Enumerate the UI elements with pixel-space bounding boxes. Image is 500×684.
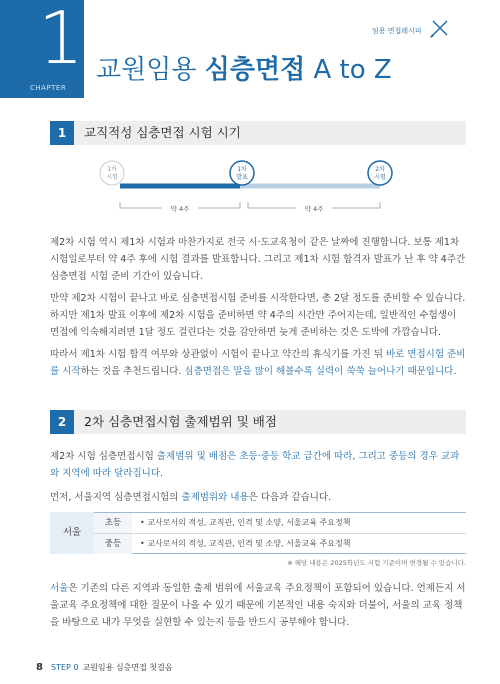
footer-text: 교원임용 심층면접 첫걸음: [82, 663, 173, 672]
timeline-node-3-line1: 2차: [375, 166, 385, 173]
table-note: ※ 해당 내용은 2025학년도 시험 기준이며 변경될 수 있습니다.: [287, 559, 466, 567]
section-2-p3-text: 은 기존의 다른 지역과 동일한 출제 범위에 서울교육 주요정책이 포함되어 있습니다. 언제든지 서울교육 주요정책에 대한 질문이 나올 수 있기 때문에 기본적인 내용 숙지와 더불어, 서울의 교육 정책을 바탕으로 내가 무엇을 실현할 수 있는지 등을 반드시 공부해야 합니다.: [50, 583, 466, 628]
footer-step: STEP 0: [50, 663, 79, 672]
page-footer: [36, 662, 173, 673]
chapter-number: 1: [38, 0, 84, 80]
timeline-node-3: [368, 161, 392, 185]
section-2-title: 2차 심층면접시험 출제범위 및 배점: [84, 414, 277, 429]
title-prefix: 교원임용: [96, 55, 205, 85]
timeline-duration-2: 약 4주: [304, 205, 324, 213]
chapter-label: CHAPTER: [30, 84, 67, 92]
section-1-header: [50, 121, 466, 145]
timeline-node-2: [230, 161, 254, 185]
section-2-p3-blue: 서울: [50, 583, 69, 594]
table-scope-elementary: • 교사로서의 적성, 교직관, 인격 및 소양, 서울교육 주요정책: [140, 518, 351, 527]
exam-timeline: [70, 160, 450, 220]
table-region-cell: 서울: [50, 512, 94, 554]
section-1-paragraph-2: 만약 제2차 시험이 끝나고 바로 심층면접시험 준비를 시작한다면, 총 2달 정도를 준비할 수 있습니다. 하지만 제1차 발표 이후에 제2차 시험을 준비하면 약 4주의 시간만 주어지는데, 일반적인 수험생이 면접에 익숙해지려면 1달 정도 걸린다는 것을 감안하면 늦게 준비하는 것은 도박에 가깝습니다.: [50, 293, 466, 338]
paragraph-3-blue: 바로 면접시험 준비를 시작: [50, 349, 466, 377]
page-number: 8: [36, 662, 43, 673]
paragraph-3-mid: 하는 것을 추천드립니다.: [80, 366, 185, 377]
header-tag: 임용 면접레시피: [372, 27, 422, 35]
section-2-p2-tail: 은 다음과 같습니다.: [248, 492, 332, 503]
pen-ruler-icon: [428, 18, 450, 40]
table-level-secondary: 중등: [94, 534, 132, 554]
timeline-node-1: [100, 161, 124, 185]
timeline-node-3-line2: 시험: [374, 174, 386, 181]
section-2-paragraph-3: [50, 580, 466, 631]
section-1-paragraph-1: 제2차 시험 역시 제1차 시험과 마찬가지로 전국 시·도교육청이 같은 날짜에 진행합니다. 보통 제1차 시험일로부터 약 4주 후에 시험 결과를 발표합니다. 그리고 제1차 시험 합격자 발표가 난 후 약 4주간 심층면접 시험 준비 기간이 있습니다.: [50, 237, 466, 282]
section-1-number: 1: [50, 121, 74, 145]
table-scope-secondary: • 교사로서의 적성, 교직관, 인격 및 소양, 서울교육 주요정책: [140, 539, 351, 548]
timeline-node-2-line1: 1차: [237, 166, 247, 173]
page-title: [96, 54, 392, 86]
timeline-node-1-line2: 시험: [106, 174, 118, 181]
section-2-p2-lead: 먼저, 서울지역 심층면접시험의: [50, 492, 182, 503]
section-2-paragraph-1: [50, 448, 466, 482]
timeline-duration-1: 약 4주: [170, 205, 190, 213]
timeline-node-1-line1: 1차: [107, 166, 117, 173]
timeline-node-2-line2: 발표: [236, 174, 248, 181]
section-2-p1-highlight: 출제범위 및 배점은 초등·중등 학교 급간에 따라, 그리고 중등의 경우 교과와 지역에 따라 달라집니다.: [50, 451, 460, 479]
section-2-header: [50, 410, 466, 434]
section-2-paragraph-2: [50, 489, 466, 506]
title-suffix: A to Z: [305, 55, 392, 85]
section-1-title: 교직적성 심층면접 시험 시기: [84, 125, 241, 140]
section-2-p1-lead: 제2차 시험 심층면접시험: [50, 451, 157, 462]
table-level-elementary: 초등: [94, 513, 132, 533]
title-highlight: 심층면접: [204, 55, 306, 85]
paragraph-3-highlight: 심층면접은 말을 많이 해볼수록 실력이 쑥쑥 늘어나기 때문입니다.: [184, 366, 457, 377]
section-1-paragraph-3: [50, 346, 466, 380]
section-2-p2-blue: 출제범위와 내용: [181, 492, 249, 503]
paragraph-3-lead: 따라서 제1차 시험 합격 여부와 상관없이 시험이 끝나고 약간의 휴식기를 가진 뒤: [50, 349, 386, 360]
chapter-block: [0, 0, 84, 98]
section-2-number: 2: [50, 410, 74, 434]
